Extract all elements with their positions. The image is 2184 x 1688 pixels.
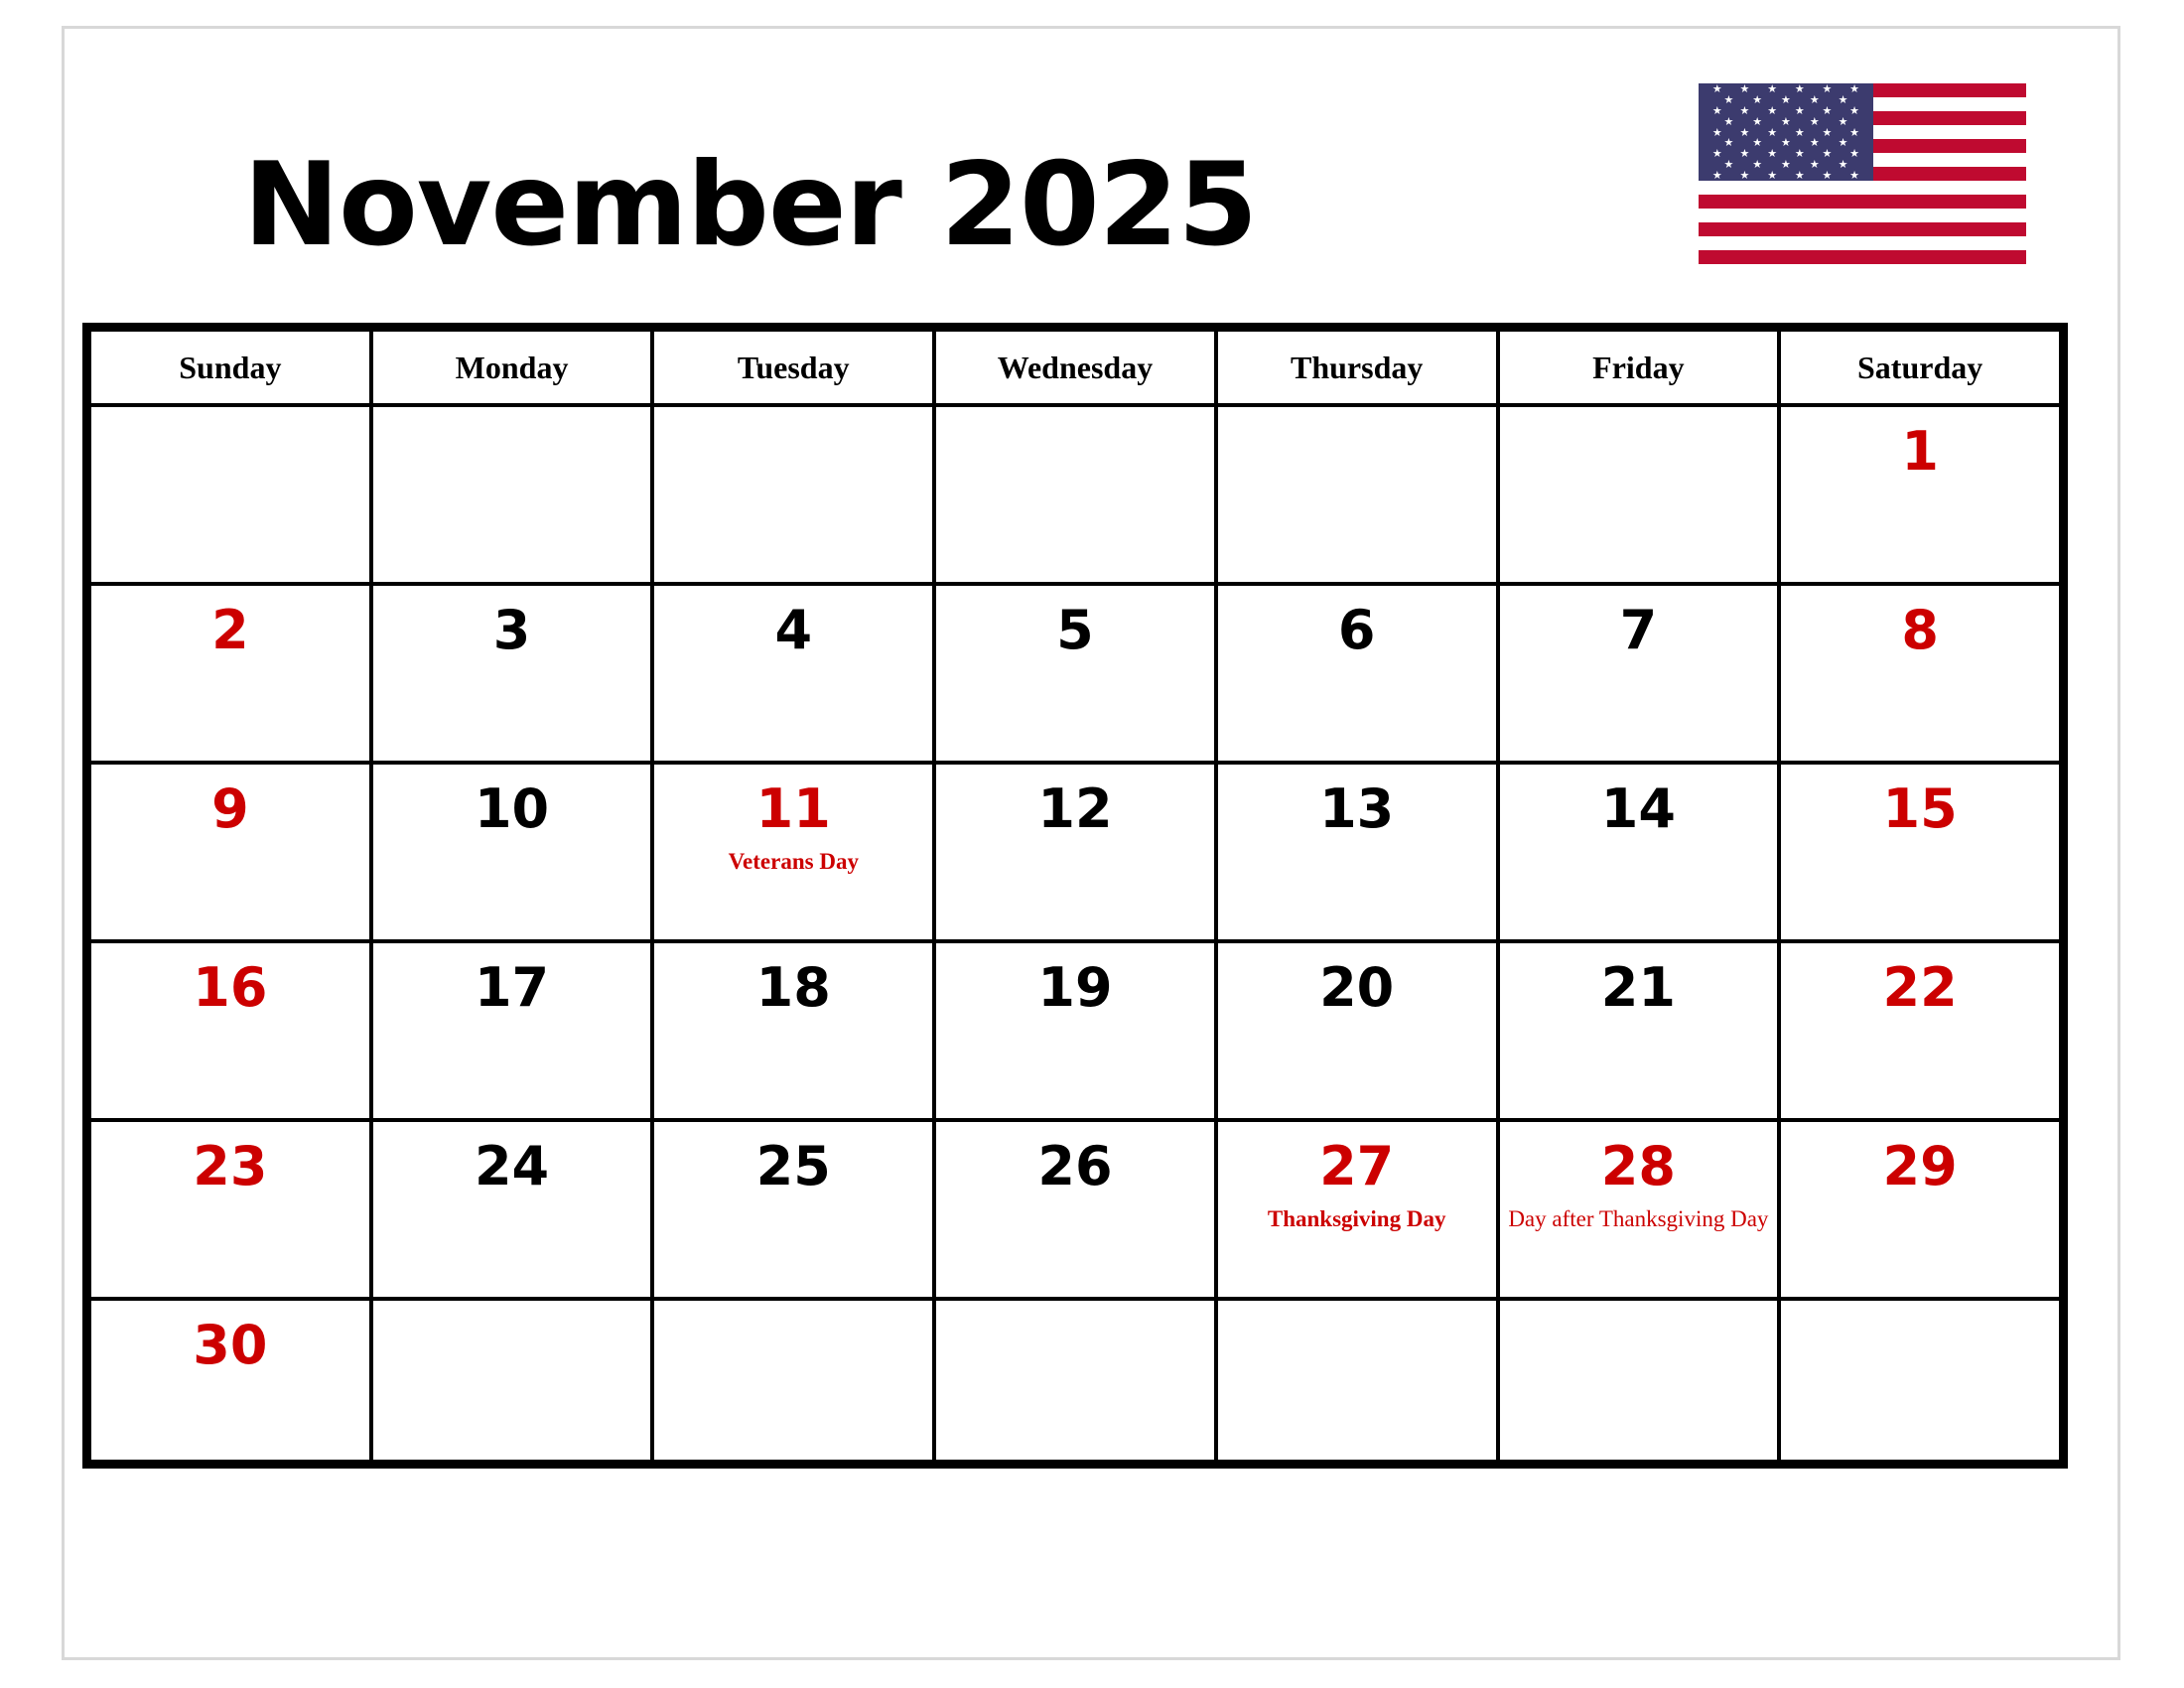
calendar-week-row <box>89 405 2061 584</box>
day-number: 8 <box>1901 599 1939 661</box>
day-cell[interactable] <box>1216 584 1498 763</box>
weekday-header-wednesday: Wednesday <box>934 330 1216 405</box>
day-number: 24 <box>474 1135 550 1197</box>
day-cell[interactable] <box>89 763 371 941</box>
day-number <box>91 407 369 425</box>
page-title: November 2025 <box>243 138 1258 272</box>
day-number: 7 <box>1619 599 1658 661</box>
day-cell[interactable] <box>652 584 934 763</box>
day-number <box>1500 1301 1778 1319</box>
day-cell[interactable] <box>89 405 371 584</box>
day-number: 3 <box>492 599 531 661</box>
day-cell[interactable] <box>371 405 653 584</box>
day-cell[interactable] <box>1216 941 1498 1120</box>
day-number: 9 <box>211 777 249 840</box>
calendar-header <box>65 29 2117 327</box>
day-cell[interactable] <box>1498 1299 1780 1462</box>
day-number: 15 <box>1882 777 1958 840</box>
day-cell[interactable] <box>1498 405 1780 584</box>
usa-flag-icon <box>1699 83 2026 264</box>
day-number: 14 <box>1600 777 1676 840</box>
day-number: 4 <box>774 599 813 661</box>
calendar-table <box>87 328 2063 1464</box>
calendar-grid <box>82 323 2068 1469</box>
day-cell[interactable] <box>652 1299 934 1462</box>
day-number <box>654 1301 932 1319</box>
day-number: 19 <box>1037 956 1113 1019</box>
day-cell[interactable] <box>371 584 653 763</box>
day-number: 6 <box>1337 599 1376 661</box>
day-number: 25 <box>755 1135 831 1197</box>
day-cell[interactable] <box>371 763 653 941</box>
day-cell[interactable] <box>934 1120 1216 1299</box>
day-number <box>936 1301 1214 1319</box>
day-number <box>373 407 651 425</box>
day-cell[interactable] <box>1498 941 1780 1120</box>
day-number: 26 <box>1037 1135 1113 1197</box>
day-number: 1 <box>1901 420 1939 483</box>
weekday-header-monday: Monday <box>371 330 653 405</box>
weekday-header-friday: Friday <box>1498 330 1780 405</box>
day-number: 29 <box>1882 1135 1958 1197</box>
weekday-header-thursday: Thursday <box>1216 330 1498 405</box>
calendar-week-row <box>89 763 2061 941</box>
weekday-header-saturday: Saturday <box>1779 330 2061 405</box>
day-cell[interactable] <box>934 405 1216 584</box>
day-number <box>1781 1301 2059 1319</box>
day-number: 13 <box>1319 777 1395 840</box>
day-cell[interactable] <box>371 1120 653 1299</box>
day-cell[interactable] <box>1779 584 2061 763</box>
day-cell[interactable] <box>89 1120 371 1299</box>
day-cell[interactable] <box>652 1120 934 1299</box>
day-cell[interactable] <box>934 941 1216 1120</box>
calendar-week-row <box>89 1299 2061 1462</box>
flag-canton: ★ ★ ★ ★ ★ ★ ★ ★ ★ ★ ★ ★ ★ ★ ★ ★ ★ ★ ★ ★ ★ ★ ★ ★ ★ ★ ★ ★ ★ ★ ★ ★ ★ ★ ★ ★ ★ ★ ★ ★ ★ ★ ★ ★ ★ ★ ★ ★ ★ ★ <box>1699 83 1873 181</box>
day-number: 21 <box>1600 956 1676 1019</box>
day-number: 22 <box>1882 956 1958 1019</box>
weekday-header-sunday: Sunday <box>89 330 371 405</box>
day-cell[interactable] <box>371 941 653 1120</box>
day-number <box>373 1301 651 1319</box>
day-number: 30 <box>193 1314 268 1376</box>
day-cell[interactable] <box>934 584 1216 763</box>
day-cell[interactable] <box>1216 763 1498 941</box>
day-number <box>654 407 932 425</box>
day-number: 10 <box>474 777 550 840</box>
day-number <box>936 407 1214 425</box>
day-cell[interactable] <box>1216 1299 1498 1462</box>
day-cell[interactable] <box>89 584 371 763</box>
day-event-label: Thanksgiving Day <box>1267 1206 1446 1231</box>
day-cell[interactable] <box>652 941 934 1120</box>
day-number: 11 <box>755 777 831 840</box>
calendar-week-row <box>89 1120 2061 1299</box>
day-number: 17 <box>474 956 550 1019</box>
day-number: 23 <box>193 1135 268 1197</box>
day-cell[interactable] <box>89 1299 371 1462</box>
day-cell[interactable] <box>1498 584 1780 763</box>
day-number: 20 <box>1319 956 1395 1019</box>
day-cell[interactable] <box>89 941 371 1120</box>
day-number: 27 <box>1319 1135 1395 1197</box>
day-cell-holiday[interactable] <box>1216 1120 1498 1299</box>
day-cell[interactable] <box>1779 1299 2061 1462</box>
day-cell[interactable] <box>371 1299 653 1462</box>
day-event-label: Day after Thanksgiving Day <box>1508 1206 1769 1231</box>
day-cell[interactable] <box>1779 1120 2061 1299</box>
calendar-week-row <box>89 941 2061 1120</box>
day-cell[interactable] <box>1779 763 2061 941</box>
day-number <box>1218 1301 1496 1319</box>
day-number <box>1500 407 1778 425</box>
day-number: 12 <box>1037 777 1113 840</box>
day-cell[interactable] <box>934 763 1216 941</box>
calendar-week-row <box>89 584 2061 763</box>
day-cell-holiday[interactable] <box>1498 1120 1780 1299</box>
day-number <box>1218 407 1496 425</box>
day-number: 18 <box>755 956 831 1019</box>
day-cell[interactable] <box>1779 405 2061 584</box>
day-number: 28 <box>1600 1135 1676 1197</box>
day-cell[interactable] <box>1216 405 1498 584</box>
calendar-sheet <box>62 26 2120 1660</box>
day-event-label: Veterans Day <box>728 849 859 874</box>
day-number: 2 <box>211 599 249 661</box>
weekday-header-tuesday: Tuesday <box>652 330 934 405</box>
day-cell-holiday[interactable] <box>652 763 934 941</box>
day-cell[interactable] <box>652 405 934 584</box>
day-number: 5 <box>1056 599 1094 661</box>
day-number: 16 <box>193 956 268 1019</box>
weekday-header-row <box>89 330 2061 405</box>
day-cell[interactable] <box>1779 941 2061 1120</box>
day-cell[interactable] <box>1498 763 1780 941</box>
day-cell[interactable] <box>934 1299 1216 1462</box>
